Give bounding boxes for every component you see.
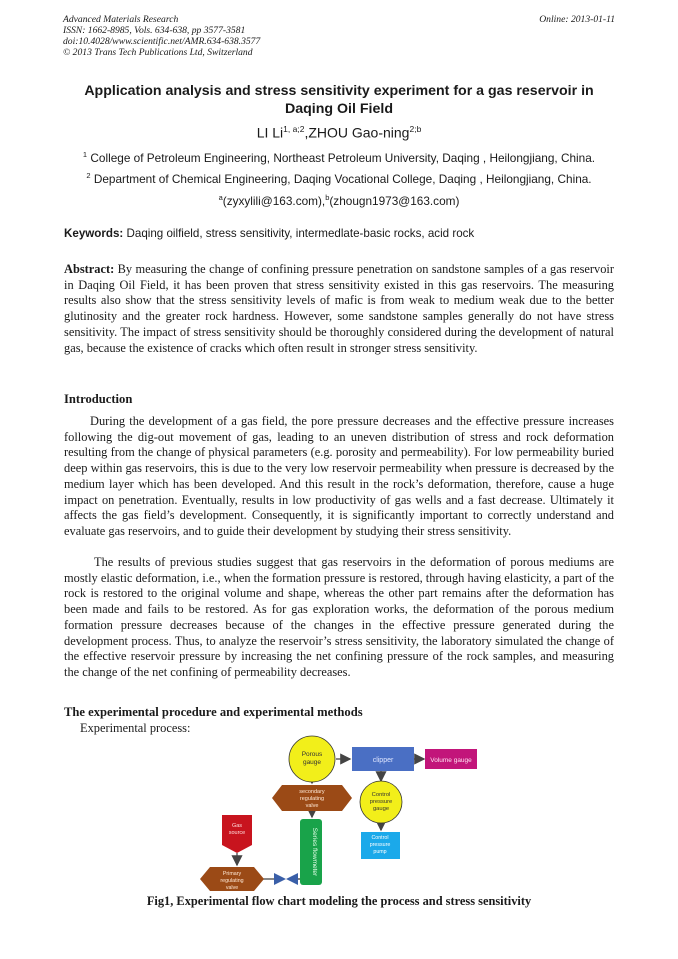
control-pump-label-1: Control [371,835,389,841]
affiliation-1-sup: 1 [82,150,88,159]
volume-gauge-node [425,749,477,769]
experimental-flow-chart [0,735,678,895]
author-1: LI Li [256,124,284,141]
control-pump-label-3: pump [373,849,387,855]
secondary-valve-label-3: valve [305,803,319,809]
primary-valve-label-3: valve [225,885,239,891]
flow-connectors [237,759,424,879]
primary-valve-node [200,867,264,891]
control-gauge-label-3: gauge [372,806,390,812]
author-1-sup: 1, a;2 [283,124,305,134]
author-emails [0,193,678,208]
journal-copyright: © 2013 Trans Tech Publications Ltd, Switzerland [63,47,253,58]
secondary-valve-label-1: secondary [299,789,325,795]
primary-valve-label-1: Primary [222,871,242,877]
affiliation-2 [0,171,678,186]
control-gauge-label-2: pressure [369,799,393,805]
abstract [64,262,614,356]
methods-heading: The experimental procedure and experimental methods [64,705,363,719]
porous-gauge-label-2: gauge [302,759,322,766]
journal-doi: doi:10.4028/www.scientific.net/AMR.634-638.3577 [63,36,261,47]
introduction-paragraph-1: During the development of a gas field, the pore pressure decreases and the effective pressure increases following the dig-out movement of gas, leading to an uneven distribution of stress and rock deformation resulting from the change of physical parameters (e.g. porosity and permeability). For low permeability buried deep within gas reservoirs, this is due to the very low reservoir permeability when pressure is decreased by the medium layer which has been developed. And this result in the rock’s deformation, therefore, cause a huge impact on penetration. Eventually, results in low productivity of gas wells and a fast decrease. Ultimately it affects the gas field’s development. Consequently, it is significantly important to correctly understand and evaluate gas reservoirs, and to guide their development by studying their stress sensitivity. [64,414,614,538]
author-2: ,ZHOU Gao-ning [304,124,410,141]
series-flowmeter-label: Series flowmeter [311,827,318,877]
abstract-text: By measuring the change of confining pressure penetration on sandstone samples of a gas reservoir in Daqing Oil Field, it has been proven that stress sensitivity existed in this gas reservoirs. The measuring results also show that the stress sensitivity levels of mafic is from weak to medium weak due to the better glutinosity and the greater rock hardness. However, some sandstone samples generally do not have stress sensitivity. The impact of stress sensitivity should be thoroughly considered during the development of natural gas, because the existence of cracks which often result in stronger stress sensitivity. [64,262,614,355]
control-gauge-label-1: Control [371,792,391,798]
affiliation-1 [0,150,678,165]
email-b: (zhougn1973@163.com) [329,193,460,208]
author-2-sup: 2;b [409,124,422,134]
secondary-valve-node [272,785,352,811]
secondary-valve-label-2: regulating [299,796,325,802]
email-b-sup: b [325,193,330,202]
porous-gauge-node [289,736,335,782]
journal-name: Advanced Materials Research [63,14,179,25]
journal-issn: ISSN: 1662-8985, Vols. 634-638, pp 3577-3581 [63,25,246,36]
porous-gauge-label-1: Porous [301,751,323,758]
figure-caption: Fig1, Experimental flow chart modeling the process and stress sensitivity [146,894,532,908]
journal-header [63,14,260,58]
online-date: Online: 2013-01-11 [539,14,615,25]
introduction-heading: Introduction [64,392,133,406]
gas-source-label-2: source [228,830,246,836]
paper-title: Application analysis and stress sensitivity experiment for a gas reservoir in Daqing Oil Field [84,83,594,117]
keywords [64,227,474,240]
methods-subheading: Experimental process: [80,721,191,735]
abstract-label: Abstract: [64,262,115,276]
series-flowmeter-node [300,819,322,885]
gas-source-node [222,815,252,853]
author-line [0,124,678,141]
affiliation-1-text: College of Petroleum Engineering, Northeast Petroleum University, Daqing , Heilongjiang, China. [87,150,596,165]
email-a: (zyxylili@163.com), [222,193,326,208]
affiliation-2-text: Department of Chemical Engineering, Daqing Vocational College, Daqing , Heilongjiang, China. [90,171,592,186]
control-pressure-gauge-node [360,781,402,823]
gas-source-label-1: Gas [231,823,243,829]
introduction-paragraph-2: The results of previous studies suggest that gas reservoirs in the deformation of porous mediums are mostly elastic deformation, i.e., when the formation pressure is restored, through having elasticity, a part of the rock is restored to the original volume and shape, whereas the other part remains after the deformation has been made and fails to be restored. As for gas exploration works, the deformation of the porous medium formation pressure decreases because of the changes in the effective pressure generated during the development process. Thus, to analyze the reservoir’s stress sensitivity, the laboratory simulated the change of the effective reservoir pressure by increasing the net confining pressure of the rock samples, and measuring the change of the net confining of permeability decreases. [64,555,614,679]
gripper-node [352,747,414,771]
control-pump-label-2: pressure [369,842,391,848]
keywords-label: Keywords: [64,227,124,240]
valve-symbol-icon [274,873,298,885]
keywords-text: Daqing oilfield, stress sensitivity, intermedlate-basic rocks, acid rock [123,227,475,240]
primary-valve-label-2: regulating [220,878,244,884]
volume-gauge-label: Volume gauge [430,757,472,764]
email-a-sup: a [218,193,223,202]
affiliation-2-sup: 2 [86,171,91,180]
control-pressure-pump-node [361,832,400,859]
gripper-label: clipper [372,757,394,764]
